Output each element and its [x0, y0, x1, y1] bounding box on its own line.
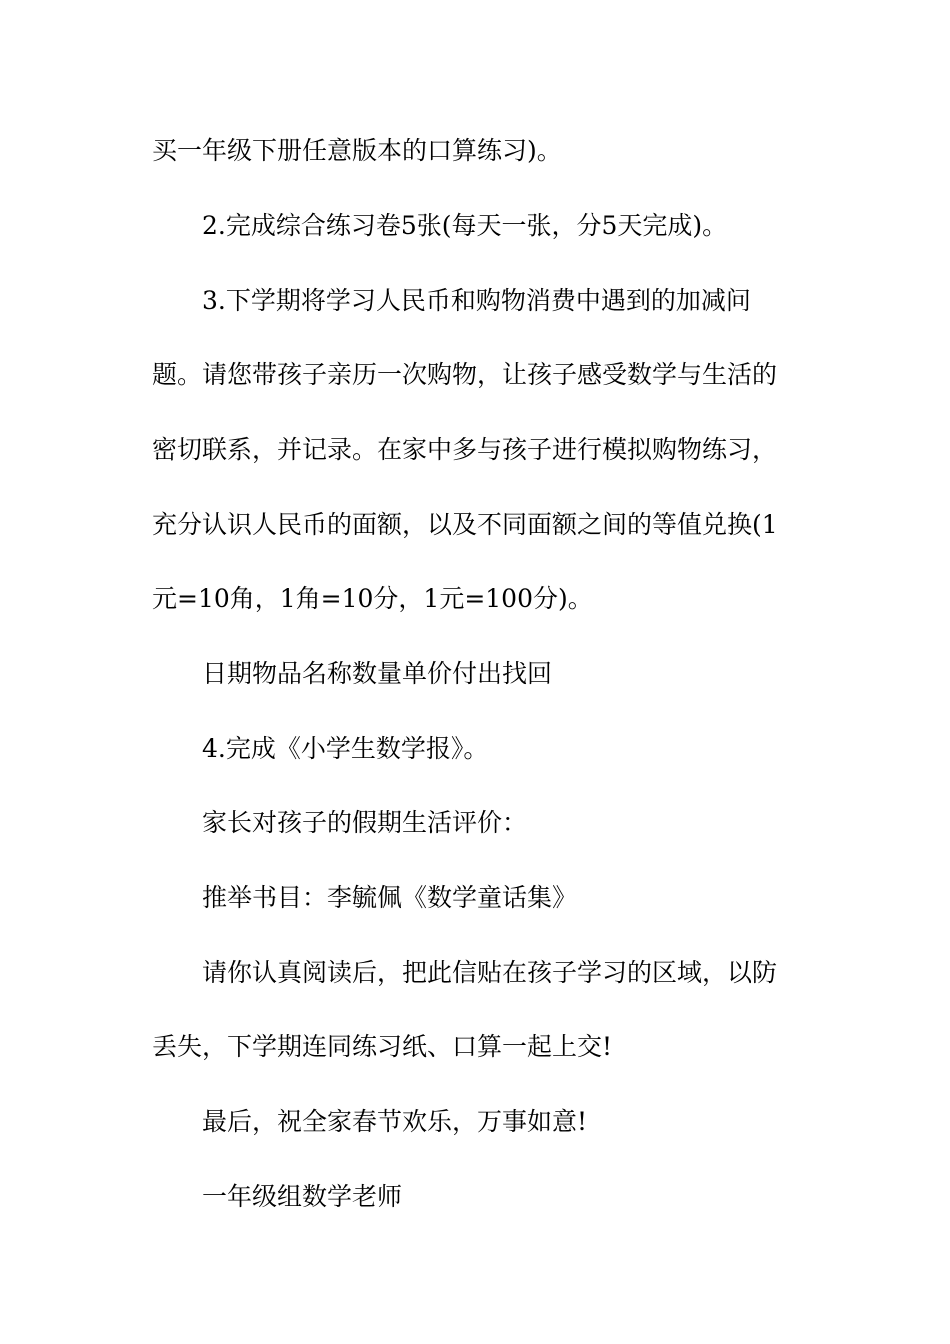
text-line-item-3-start: 3.下学期将学习人民币和购物消费中遇到的加减问: [202, 286, 751, 315]
text-line-recommended-book: 推举书目：李毓佩《数学童话集》: [202, 883, 578, 912]
text-line-item-3-cont-4: 元=10角，1角=10分，1元=100分)。: [152, 584, 593, 613]
text-line-item-4: 4.完成《小学生数学报》。: [202, 734, 489, 763]
text-line-signature: 一年级组数学老师: [202, 1182, 403, 1211]
text-line-item-3-cont-1: 题。请您带孩子亲历一次购物，让孩子感受数学与生活的: [152, 360, 778, 389]
text-line-instruction-start: 请你认真阅读后，把此信贴在孩子学习的区域，以防: [202, 958, 778, 987]
text-line-item-3-cont-3: 充分认识人民币的面额，以及不同面额之间的等值兑换(1: [152, 510, 778, 539]
text-line-parent-evaluation: 家长对孩子的假期生活评价：: [202, 808, 528, 837]
text-line-instruction-cont: 丢失，下学期连同练习纸、口算一起上交!: [152, 1032, 613, 1061]
text-line-workbook-note: 买一年级下册任意版本的口算练习)。: [152, 136, 562, 165]
text-line-closing-wishes: 最后，祝全家春节欢乐，万事如意!: [202, 1107, 588, 1136]
text-line-item-3-cont-2: 密切联系，并记录。在家中多与孩子进行模拟购物练习，: [152, 435, 778, 464]
text-line-table-header: 日期物品名称数量单价付出找回: [202, 659, 553, 688]
text-line-item-2: 2.完成综合练习卷5张(每天一张，分5天完成)。: [202, 211, 728, 240]
